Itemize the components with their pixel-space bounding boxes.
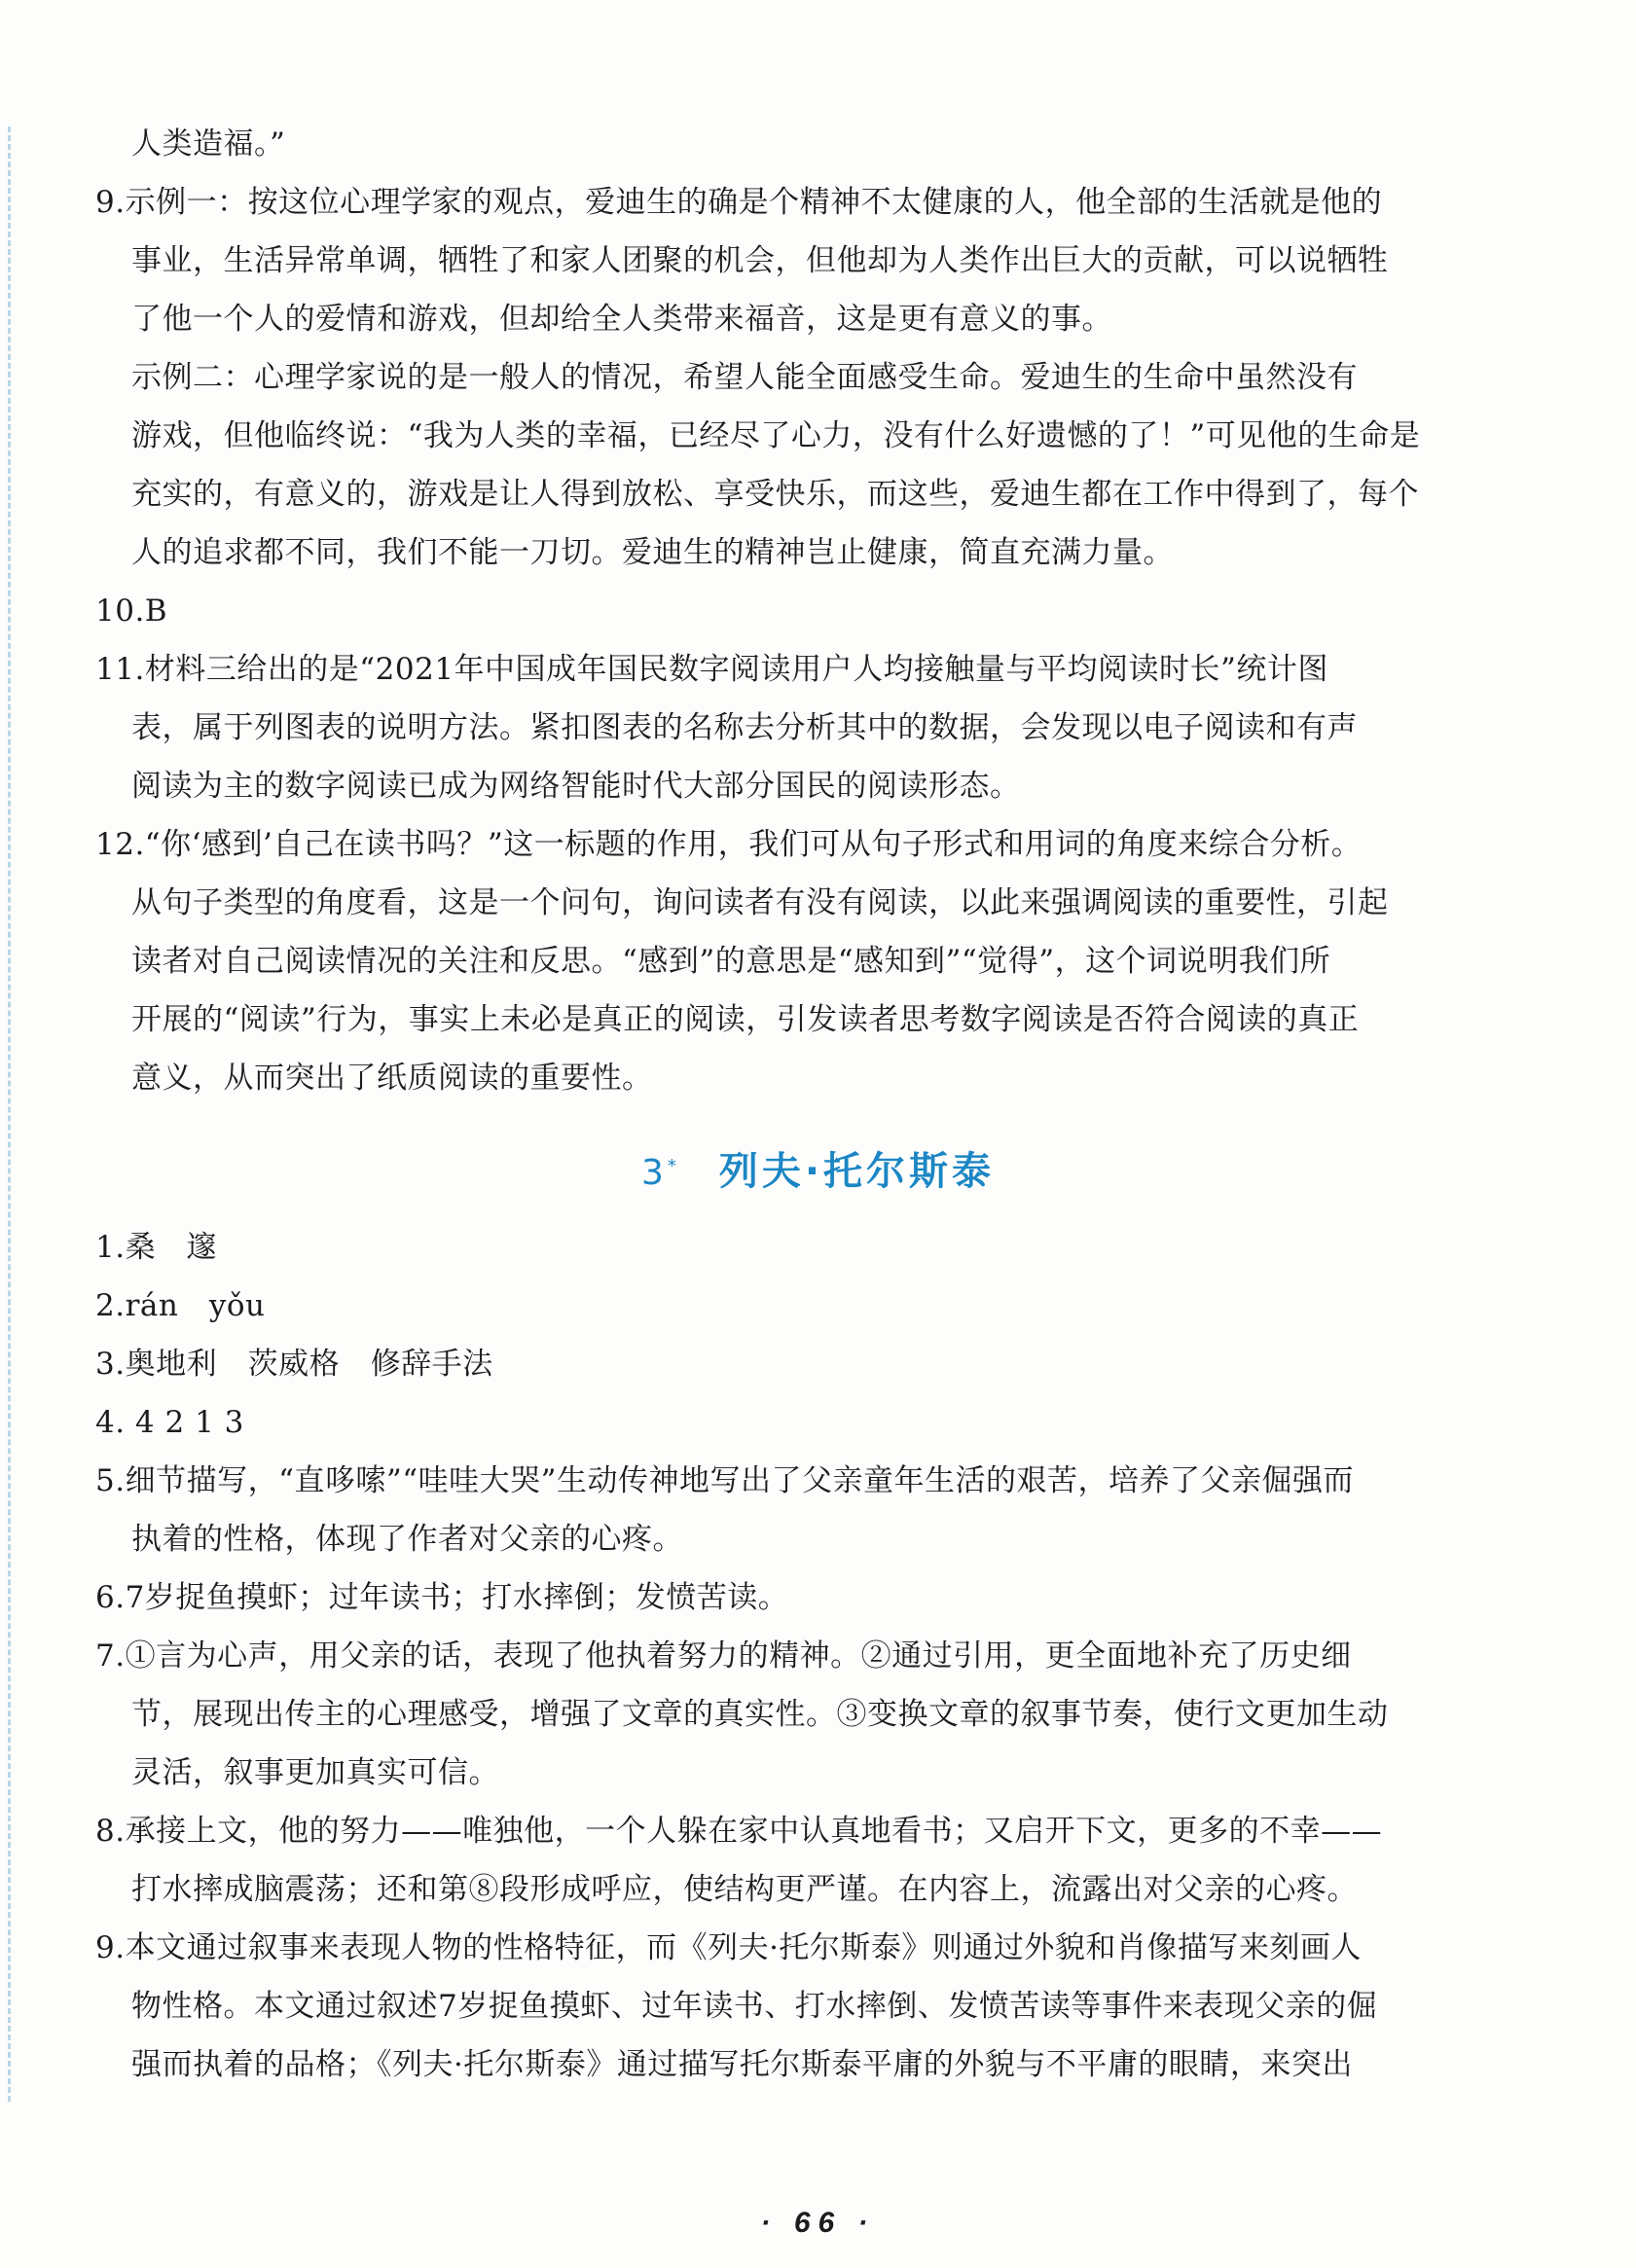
text-line: 意义，从而突出了纸质阅读的重要性。	[131, 1061, 653, 1096]
text-line: 人类造福。”	[131, 126, 286, 162]
text-line: 从句子类型的角度看，这是一个问句，询问读者有没有阅读，以此来强调阅读的重要性，引起	[131, 885, 1389, 920]
answer-12-line: 12.“你‘感到’自己在读书吗？”这一标题的作用，我们可从句子形式和用词的角度来综合分析。	[95, 827, 1363, 862]
text-line: 执着的性格，体现了作者对父亲的心疼。	[131, 1522, 683, 1557]
text-line: 灵活，叙事更加真实可信。	[131, 1755, 499, 1790]
answer-1-line: 1.桑 邃	[95, 1230, 218, 1265]
text-line: 开展的“阅读”行为，事实上未必是真正的阅读，引发读者思考数字阅读是否符合阅读的真正	[131, 1002, 1360, 1037]
answer-9-line: 9.示例一：按这位心理学家的观点，爱迪生的确是个精神不太健康的人，他全部的生活就是他的	[95, 185, 1383, 220]
section-title: 列夫·托尔斯泰	[718, 1149, 996, 1194]
text-line: 物性格。本文通过叙述7岁捉鱼摸虾、过年读书、打水摔倒、发愤苦读等事件来表现父亲的倔	[131, 1989, 1378, 2024]
answer-11-line: 11.材料三给出的是“2021年中国成年国民数字阅读用户人均接触量与平均阅读时长”统计图	[95, 652, 1328, 687]
text-line: 阅读为主的数字阅读已成为网络智能时代大部分国民的阅读形态。	[131, 769, 1021, 804]
answer-5-line: 5.细节描写，“直哆嗦”“哇哇大哭”生动传神地写出了父亲童年生活的艰苦，培养了父亲倔强而	[95, 1463, 1354, 1498]
text-line: 事业，生活异常单调，牺牲了和家人团聚的机会，但他却为人类作出巨大的贡献，可以说牺牲	[131, 243, 1389, 278]
page-number: · 66 ·	[760, 2207, 876, 2239]
text-line: 游戏，但他临终说：“我为人类的幸福，已经尽了心力，没有什么好遗憾的了！”可见他的生命是	[131, 418, 1421, 453]
text-line: 表，属于列图表的说明方法。紧扣图表的名称去分析其中的数据，会发现以电子阅读和有声	[131, 710, 1358, 745]
text-line: 节，展现出传主的心理感受，增强了文章的真实性。③变换文章的叙事节奏，使行文更加生动	[131, 1697, 1389, 1732]
text-line: 了他一个人的爱情和游戏，但却给全人类带来福音，这是更有意义的事。	[131, 302, 1112, 337]
text-line: 读者对自己阅读情况的关注和反思。“感到”的意思是“感知到”“觉得”，这个词说明我们所	[131, 944, 1331, 979]
text-line: 打水摔成脑震荡；还和第⑧段形成呼应，使结构更严谨。在内容上，流露出对父亲的心疼。	[131, 1872, 1358, 1907]
answer-10-line: 10.B	[95, 594, 168, 629]
answer-3-line: 3.奥地利 茨威格 修辞手法	[95, 1347, 493, 1382]
answer-9-line: 9.本文通过叙事来表现人物的性格特征，而《列夫·托尔斯泰》则通过外貌和肖像描写来刻画人	[95, 1930, 1362, 1965]
text-line: 充实的，有意义的，游戏是让人得到放松、享受快乐，而这些，爱迪生都在工作中得到了，每个	[131, 477, 1419, 512]
answer-8-line: 8.承接上文，他的努力——唯独他，一个人躲在家中认真地看书；又启开下文，更多的不幸——	[95, 1814, 1383, 1849]
answer-6-line: 6.7岁捉鱼摸虾；过年读书；打水摔倒；发愤苦读。	[95, 1580, 789, 1615]
section-heading	[0, 1140, 1636, 1196]
answer-4-line: 4. 4 2 1 3	[95, 1405, 244, 1440]
answer-2-line: 2.rán yǒu	[95, 1288, 266, 1323]
text-line: 强而执着的品格；《列夫·托尔斯泰》通过描写托尔斯泰平庸的外貌与不平庸的眼睛，来突出	[131, 2047, 1353, 2082]
text-line: 示例二：心理学家说的是一般人的情况，希望人能全面感受生命。爱迪生的生命中虽然没有	[131, 360, 1358, 395]
section-number: 3*	[640, 1153, 680, 1193]
text-line: 人的追求都不同，我们不能一刀切。爱迪生的精神岂止健康，简直充满力量。	[131, 535, 1174, 570]
answer-7-line: 7.①言为心声，用父亲的话，表现了他执着努力的精神。②通过引用，更全面地补充了历史细	[95, 1638, 1352, 1674]
